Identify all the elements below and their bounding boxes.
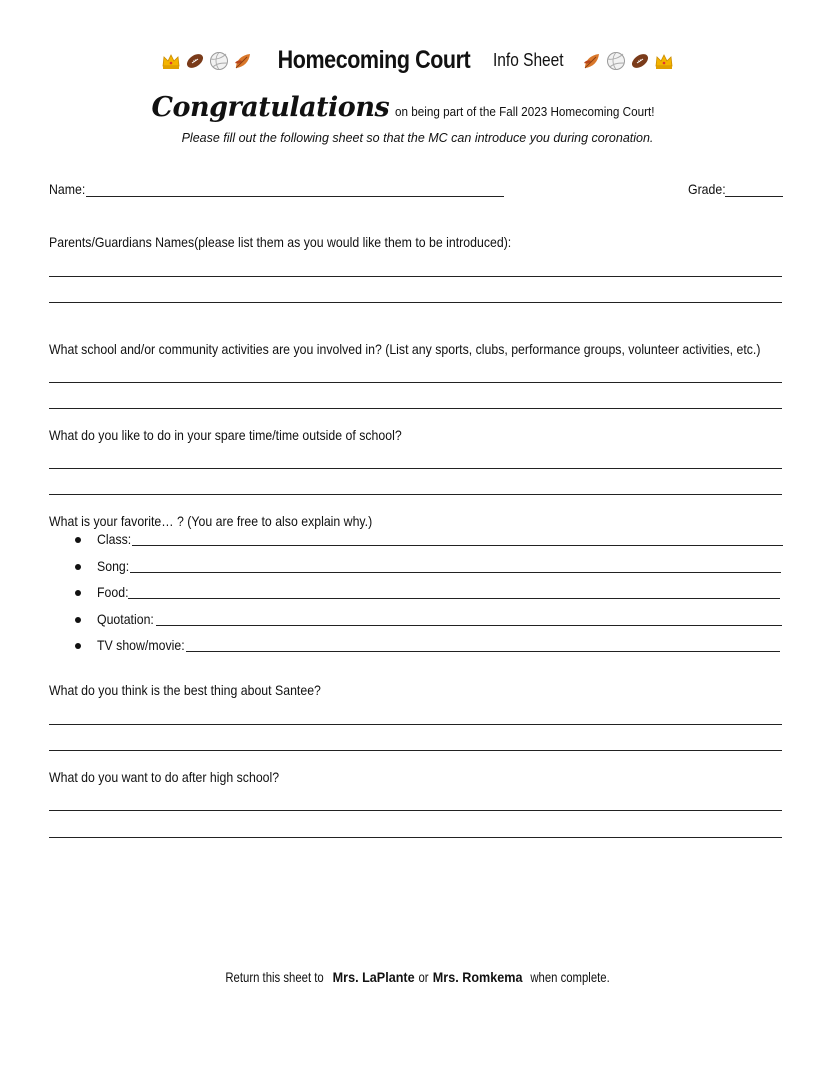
spare-time-answer-line-2[interactable] (49, 494, 782, 495)
after-hs-question: What do you want to do after high school? (49, 769, 280, 785)
santee-answer-line-1[interactable] (49, 724, 782, 725)
santee-question: What do you think is the best thing about Santee? (49, 682, 321, 698)
bullet (75, 564, 81, 570)
volleyball-icon (209, 51, 229, 71)
congrats-line (0, 92, 835, 123)
name-field[interactable] (86, 196, 504, 197)
spare-time-answer-line-1[interactable] (49, 468, 782, 469)
bullet (75, 590, 81, 596)
footer-name-2: Mrs. Romkema (433, 969, 523, 985)
leaves-icon (582, 51, 602, 71)
football-icon (630, 51, 650, 71)
football-icon (185, 51, 205, 71)
leaves-icon (233, 51, 253, 71)
footer-middle: or (419, 969, 430, 985)
parents-question: Parents/Guardians Names(please list them as you would like them to be introduced): (49, 234, 512, 250)
favorite-food-field[interactable] (128, 598, 780, 599)
parents-answer-line-1[interactable] (49, 276, 782, 277)
footer-prefix: Return this sheet to (225, 969, 325, 985)
congrats-text: on being part of the Fall 2023 Homecoming Court! (395, 104, 655, 119)
bullet (75, 617, 81, 623)
page-title: Homecoming Court (278, 46, 471, 74)
favorite-question: What is your favorite… ? (You are free to also explain why.) (49, 513, 373, 529)
page-subtitle: Info Sheet (493, 50, 565, 70)
grade-label: Grade: (688, 181, 726, 197)
favorite-class-field[interactable] (132, 545, 783, 546)
footer-suffix: when complete. (530, 969, 611, 985)
activities-question: What school and/or community activities are you involved in? (List any sports, clubs, performance groups, volunteer activities, etc.) (49, 341, 761, 357)
volleyball-icon (606, 51, 626, 71)
favorite-tv-label: TV show/movie: (97, 637, 185, 653)
after-hs-answer-line-2[interactable] (49, 837, 782, 838)
after-hs-answer-line-1[interactable] (49, 810, 782, 811)
crown-icon (161, 51, 181, 71)
grade-field[interactable] (725, 196, 783, 197)
favorite-song-label: Song: (97, 558, 130, 574)
name-label: Name: (49, 181, 86, 197)
favorite-song-field[interactable] (130, 572, 781, 573)
favorite-tv-field[interactable] (186, 651, 780, 652)
favorite-quotation-field[interactable] (156, 625, 782, 626)
crown-icon (654, 51, 674, 71)
congrats-word: Congratulations (151, 92, 390, 123)
activities-answer-line-1[interactable] (49, 382, 782, 383)
santee-answer-line-2[interactable] (49, 750, 782, 751)
title-row (0, 46, 835, 75)
activities-answer-line-2[interactable] (49, 408, 782, 409)
parents-answer-line-2[interactable] (49, 302, 782, 303)
bullet (75, 643, 81, 649)
favorite-class-label: Class: (97, 531, 132, 547)
spare-time-question: What do you like to do in your spare time/time outside of school? (49, 427, 402, 443)
footer-name-1: Mrs. LaPlante (333, 969, 416, 985)
instructions-text: Please fill out the following sheet so that the MC can introduce you during coronation. (181, 131, 654, 145)
footer-note (0, 969, 835, 985)
favorite-food-label: Food: (97, 584, 129, 600)
bullet (75, 537, 81, 543)
favorite-quotation-label: Quotation: (97, 611, 154, 627)
